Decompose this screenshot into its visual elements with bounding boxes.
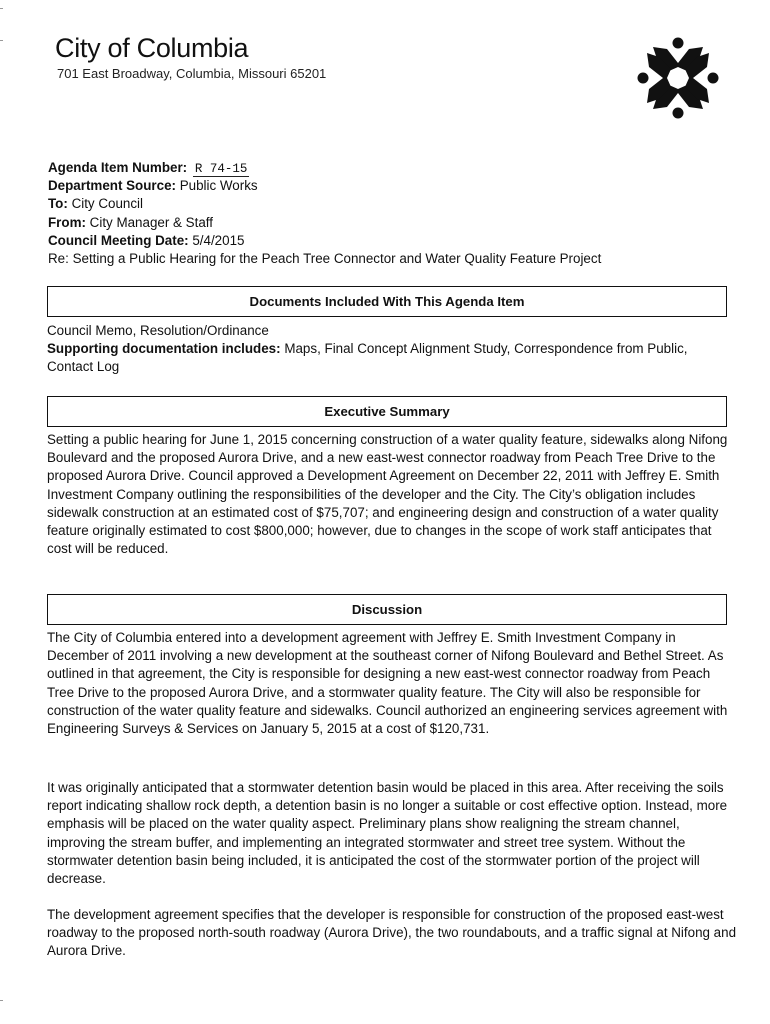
scan-edge-mark (0, 40, 3, 41)
supporting-docs-value: Maps, Final Concept Alignment Study, Correspondence from Public, Contact Log (47, 341, 688, 375)
documents-section (47, 322, 737, 377)
department-label: Department Source: (48, 178, 176, 194)
city-address: 701 East Broadway, Columbia, Missouri 65201 (57, 66, 327, 81)
from-label: From: (48, 214, 86, 230)
documents-heading-box (47, 286, 727, 317)
scan-edge-mark (0, 1000, 3, 1001)
department-row (48, 177, 738, 195)
documents-heading: Documents Included With This Agenda Item (249, 294, 525, 309)
department-value: Public Works (179, 178, 258, 194)
meeting-date-value: 5/4/2015 (192, 232, 245, 248)
agenda-item-number: R 74-15 (194, 162, 248, 176)
scan-edge-mark (0, 8, 3, 9)
discussion-paragraph-1: The City of Columbia entered into a development agreement with Jeffrey E. Smith Investment Company in December of 2011 involving a new development at the southeast corner of Nifong Boulevard and Bethel Street. As outlined in that agreement, the City is responsible for designing a new east-west connector roadway from Peach Tree Drive to the proposed Aurora Drive, and a stormwater quality feature. The City will also be responsible for construction of the water quality feature and sidewalks. Council authorized an engineering services agreement with Engineering Surveys & Services on January 5, 2015 at a cost of $120,731. (47, 630, 728, 737)
agenda-item-label: Agenda Item Number: (48, 160, 188, 175)
from-value: City Manager & Staff (89, 214, 213, 230)
supporting-docs (47, 340, 737, 376)
city-of-columbia-logo-icon (637, 37, 719, 119)
executive-summary-heading-box (47, 396, 727, 427)
supporting-docs-label: Supporting documentation includes: (47, 341, 281, 357)
discussion-heading: Discussion (351, 602, 423, 617)
discussion-paragraph-2: It was originally anticipated that a stormwater detention basin would be placed in this area. After receiving the soils report indicating shallow rock depth, a detention basin is no longer a suitable or cost effective option. Instead, more emphasis will be placed on the water quality aspect. Preliminary plans show realigning the stream channel, improving the stream buffer, and implementing an integrated stormwater and street tree system. Without the stormwater detention basin being included, it is anticipated the cost of the stormwater portion of the project will decrease. (47, 780, 728, 887)
discussion-paragraph-3: The development agreement specifies that the developer is responsible for construction of the proposed east-west roadway to the proposed north-south roadway (Aurora Drive), the two roundabouts, and a traffic signal at Nifong and Aurora Drive. (47, 907, 737, 959)
from-row (48, 214, 738, 232)
to-label: To: (48, 196, 68, 212)
agenda-item-row (48, 159, 738, 177)
re-row (48, 250, 738, 268)
discussion-heading-box (47, 594, 727, 625)
agenda-meta (48, 159, 738, 268)
to-row (48, 195, 738, 213)
re-value: Setting a Public Hearing for the Peach Tree Connector and Water Quality Feature Project (72, 251, 602, 267)
documents-list: Council Memo, Resolution/Ordinance (47, 323, 269, 338)
re-label: Re: (48, 251, 69, 267)
meeting-date-row (48, 232, 738, 250)
meeting-date-label: Council Meeting Date: (48, 232, 189, 248)
city-title: City of Columbia (55, 33, 249, 63)
executive-summary-heading: Executive Summary (324, 404, 450, 419)
to-value: City Council (71, 196, 144, 212)
executive-summary-text: Setting a public hearing for June 1, 2015 concerning construction of a water quality feature, sidewalks along Nifong Boulevard and the proposed Aurora Drive, and a new east-west connector roadway from Peach Tree Drive to the proposed Aurora Drive. Council approved a Development Agreement on December 22, 2011 with Jeffrey E. Smith Investment Company outlining the responsibilities of the developer and the City. The City’s obligation includes sidewalk construction at an estimated cost of $75,707; and engineering design and construction of a water quality feature originally estimated to cost $800,000; however, due to changes in the scope of work staff anticipates that cost will be reduced. (47, 432, 728, 557)
